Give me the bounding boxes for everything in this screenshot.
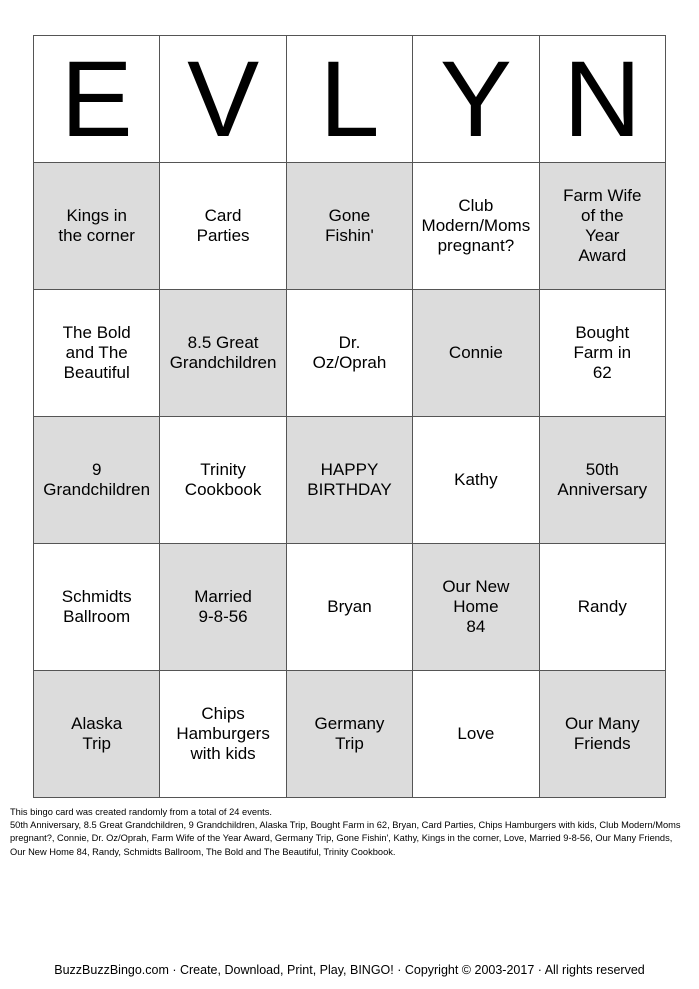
card-row — [34, 163, 666, 290]
bingo-cell — [413, 417, 539, 544]
bingo-cell — [34, 544, 160, 671]
cell-text: Card Parties — [196, 206, 250, 245]
bingo-cell — [160, 163, 286, 290]
bingo-cell — [286, 163, 412, 290]
header-letter-2: V — [160, 36, 286, 163]
bingo-cell — [160, 544, 286, 671]
bingo-cell — [286, 671, 412, 798]
copyright-footer: BuzzBuzzBingo.com · Create, Download, Print, Play, BINGO! · Copyright © 2003-2017 · All rights reserved — [54, 963, 645, 977]
bingo-cell — [539, 290, 665, 417]
bingo-cell — [160, 671, 286, 798]
cell-text: Bought Farm in 62 — [573, 323, 632, 382]
header-letter-4: Y — [413, 36, 539, 163]
bingo-cell — [286, 544, 412, 671]
cell-text: Schmidts Ballroom — [61, 587, 132, 626]
cell-text: Our New Home 84 — [442, 577, 510, 636]
bingo-cell — [286, 290, 412, 417]
cell-text: Farm Wife of the Year Award — [563, 186, 642, 265]
cell-text: Trinity Cookbook — [184, 460, 262, 499]
cell-text: Married 9-8-56 — [194, 587, 252, 626]
cell-text: 9 Grandchildren — [43, 460, 151, 499]
card-row — [34, 290, 666, 417]
cell-text: Love — [457, 724, 495, 743]
bingo-cell — [539, 671, 665, 798]
bingo-cell — [160, 290, 286, 417]
cell-text: Connie — [448, 343, 503, 362]
info-summary: This bingo card was created randomly from a total of 24 events. — [10, 807, 272, 817]
cell-text: HAPPY BIRTHDAY — [307, 460, 392, 499]
cell-text: Gone Fishin' — [325, 206, 374, 245]
cell-text: Our Many Friends — [564, 714, 640, 753]
cell-text: Club Modern/Moms pregnant? — [421, 196, 531, 255]
cell-text: Kings in the corner — [58, 206, 135, 245]
card-row — [34, 544, 666, 671]
card-row — [34, 671, 666, 798]
bingo-cell — [539, 163, 665, 290]
bingo-cell — [34, 290, 160, 417]
header-letter-5: N — [539, 36, 665, 163]
bingo-card — [33, 35, 666, 798]
bingo-cell — [539, 544, 665, 671]
bingo-cell — [34, 671, 160, 798]
cell-text: Randy — [577, 597, 627, 616]
header-letter-3: L — [286, 36, 412, 163]
card-row — [34, 417, 666, 544]
cell-text: Germany Trip — [314, 714, 385, 753]
info-event-list: 50th Anniversary, 8.5 Great Grandchildren, 9 Grandchildren, Alaska Trip, Bought Farm in 62, Bryan, Card Parties, Chips Hamburgers with kids, Club Modern/Moms pregnant?, Connie, Dr. Oz/Oprah, Farm Wife of the Year Award, Germany Trip, Gone Fishin', Kathy, Kings in the corner, Love, Married 9-8-56, Our Many Friends, Our New Home 84, Randy, Schmidts Ballroom, The Bold and The Beautiful, Trinity Cookbook. — [10, 820, 681, 857]
bingo-cell — [539, 417, 665, 544]
cell-text: 8.5 Great Grandchildren — [169, 333, 277, 372]
header-letter-1: E — [34, 36, 160, 163]
cell-text: 50th Anniversary — [557, 460, 648, 499]
bingo-cell — [413, 163, 539, 290]
bingo-cell — [34, 417, 160, 544]
cell-text: The Bold and The Beautiful — [62, 323, 131, 382]
card-info — [10, 806, 690, 859]
cell-text: Dr. Oz/Oprah — [312, 333, 387, 372]
cell-text: Alaska Trip — [71, 714, 123, 753]
bingo-cell — [160, 417, 286, 544]
cell-text: Kathy — [454, 470, 498, 489]
bingo-cell — [286, 417, 412, 544]
cell-text: Chips Hamburgers with kids — [176, 704, 270, 763]
bingo-cell — [413, 671, 539, 798]
header-row — [34, 36, 666, 163]
bingo-cell — [413, 544, 539, 671]
bingo-cell — [34, 163, 160, 290]
bingo-cell — [413, 290, 539, 417]
cell-text: Bryan — [327, 597, 372, 616]
